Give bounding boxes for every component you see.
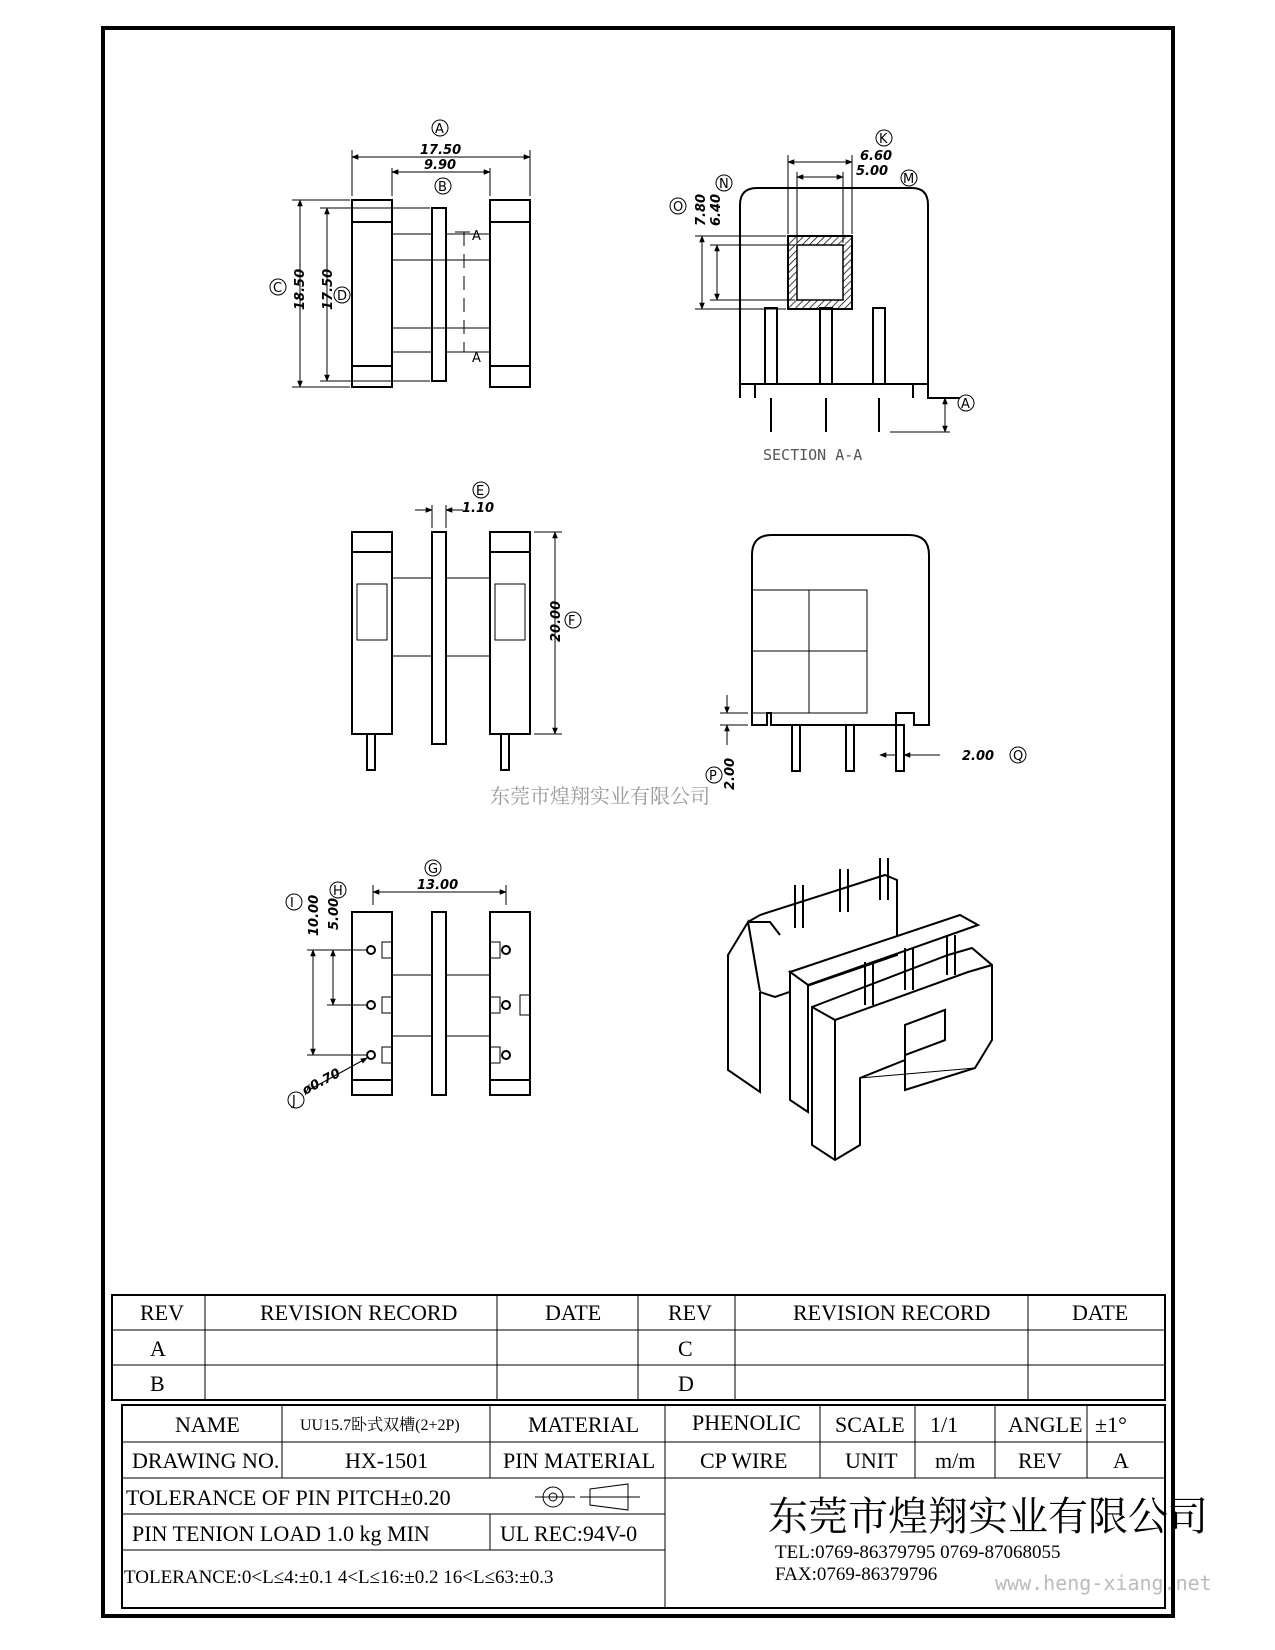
svg-text:J: J <box>292 1094 296 1109</box>
svg-text:C: C <box>273 281 283 296</box>
side-view <box>352 532 530 770</box>
tolerance-pitch: TOLERANCE OF PIN PITCH±0.20 <box>126 1485 451 1510</box>
isometric-view <box>728 858 992 1160</box>
svg-text:I: I <box>290 896 294 911</box>
svg-text:E: E <box>476 484 485 499</box>
label-K-balloon <box>876 130 892 147</box>
drawing-no-label: DRAWING NO. <box>132 1448 280 1473</box>
label-Q-balloon <box>1010 747 1026 764</box>
section-mark-bottom: A <box>472 351 481 366</box>
dim-Q: 2.00 <box>962 749 995 764</box>
pin-material-value: CP WIRE <box>700 1448 788 1473</box>
svg-text:P: P <box>709 769 717 784</box>
material-value: PHENOLIC <box>692 1410 801 1435</box>
material-label: MATERIAL <box>528 1412 640 1437</box>
dim-N: 6.40 <box>709 193 724 226</box>
dim-K: 6.60 <box>860 149 893 164</box>
svg-text:Q: Q <box>1013 749 1024 764</box>
rev-value: A <box>1113 1448 1129 1473</box>
dim-G: 13.00 <box>417 878 459 893</box>
label-E-balloon <box>473 482 489 499</box>
label-I-balloon <box>286 894 302 911</box>
svg-text:H: H <box>333 884 343 899</box>
end-view <box>752 535 929 771</box>
svg-text:K: K <box>879 132 888 147</box>
projection-symbol <box>535 1484 640 1510</box>
section-label: SECTION A-A <box>763 446 863 464</box>
name-value: UU15.7卧式双槽(2+2P) <box>300 1417 460 1434</box>
rev-header-1: REV <box>140 1300 184 1325</box>
dim-P: 2.00 <box>723 757 738 790</box>
rev-row-d: D <box>678 1371 694 1396</box>
tolerance-general: TOLERANCE:0<L≤4:±0.1 4<L≤16:±0.2 16<L≤63:±0.3 <box>124 1567 554 1588</box>
label-O-balloon <box>670 198 686 215</box>
label-P-balloon <box>706 767 722 784</box>
dim-B: 9.90 <box>424 158 457 173</box>
drawing-no-value: HX-1501 <box>345 1448 429 1473</box>
section-hatch <box>788 236 852 309</box>
dim-C: 18.50 <box>293 268 308 310</box>
rev-row-a: A <box>150 1336 166 1361</box>
section-view <box>740 188 960 432</box>
dim-F: 20.00 <box>549 600 564 642</box>
rev-row-b: B <box>150 1371 165 1396</box>
label-A-section-balloon <box>958 395 974 412</box>
label-J-balloon <box>288 1092 304 1109</box>
company-fax: FAX:0769-86379796 <box>775 1564 938 1585</box>
angle-value: ±1° <box>1095 1412 1127 1437</box>
company-name: 东莞市煌翔实业有限公司 <box>768 1494 1208 1539</box>
dim-H: 5.00 <box>327 897 342 930</box>
svg-text:O: O <box>673 200 684 215</box>
rev-row-c: C <box>678 1336 693 1361</box>
dim-A: 17.50 <box>420 143 462 158</box>
date-header-1: DATE <box>545 1300 602 1325</box>
svg-text:A: A <box>961 397 970 412</box>
label-N-balloon <box>716 175 732 192</box>
label-C-balloon <box>270 279 286 296</box>
name-label: NAME <box>175 1412 240 1437</box>
unit-value: m/m <box>935 1448 976 1473</box>
date-header-2: DATE <box>1072 1300 1129 1325</box>
svg-text:A: A <box>435 122 444 137</box>
svg-text:M: M <box>903 172 915 187</box>
pin-holes <box>367 946 510 1059</box>
label-D-balloon <box>334 287 350 304</box>
scale-label: SCALE <box>835 1412 905 1437</box>
dim-O: 7.80 <box>694 193 709 226</box>
ul-rec: UL REC:94V-0 <box>500 1521 638 1546</box>
svg-text:B: B <box>438 180 447 195</box>
pin-material-label: PIN MATERIAL <box>503 1448 656 1473</box>
company-tel: TEL:0769-86379795 0769-87068055 <box>775 1542 1061 1563</box>
dim-D: 17.50 <box>321 268 336 310</box>
website-watermark: www.heng-xiang.net <box>995 1571 1212 1595</box>
label-G-balloon <box>425 860 441 877</box>
label-B-balloon <box>435 178 451 195</box>
svg-text:F: F <box>568 614 576 629</box>
company-watermark: 东莞市煌翔实业有限公司 <box>490 784 710 808</box>
section-mark-top: A <box>472 229 481 244</box>
label-H-balloon <box>330 882 346 899</box>
unit-label: UNIT <box>845 1448 898 1473</box>
label-F-balloon <box>565 612 581 629</box>
label-A-balloon <box>432 120 448 137</box>
dim-E: 1.10 <box>462 501 495 516</box>
svg-text:D: D <box>337 289 348 304</box>
rev-header-2: REV <box>668 1300 712 1325</box>
svg-text:G: G <box>428 862 439 877</box>
front-view <box>352 200 530 387</box>
svg-text:N: N <box>719 177 729 192</box>
dim-I: 10.00 <box>307 894 322 936</box>
revision-record-header-1: REVISION RECORD <box>260 1300 458 1325</box>
dim-M: 5.00 <box>856 164 889 179</box>
revision-record-header-2: REVISION RECORD <box>793 1300 991 1325</box>
dim-J: ø0.70 <box>299 1066 344 1099</box>
angle-label: ANGLE <box>1008 1412 1083 1437</box>
label-M-balloon <box>901 170 917 187</box>
scale-value: 1/1 <box>930 1412 959 1437</box>
pin-tension: PIN TENION LOAD 1.0 kg MIN <box>132 1521 430 1546</box>
rev-label: REV <box>1018 1448 1062 1473</box>
